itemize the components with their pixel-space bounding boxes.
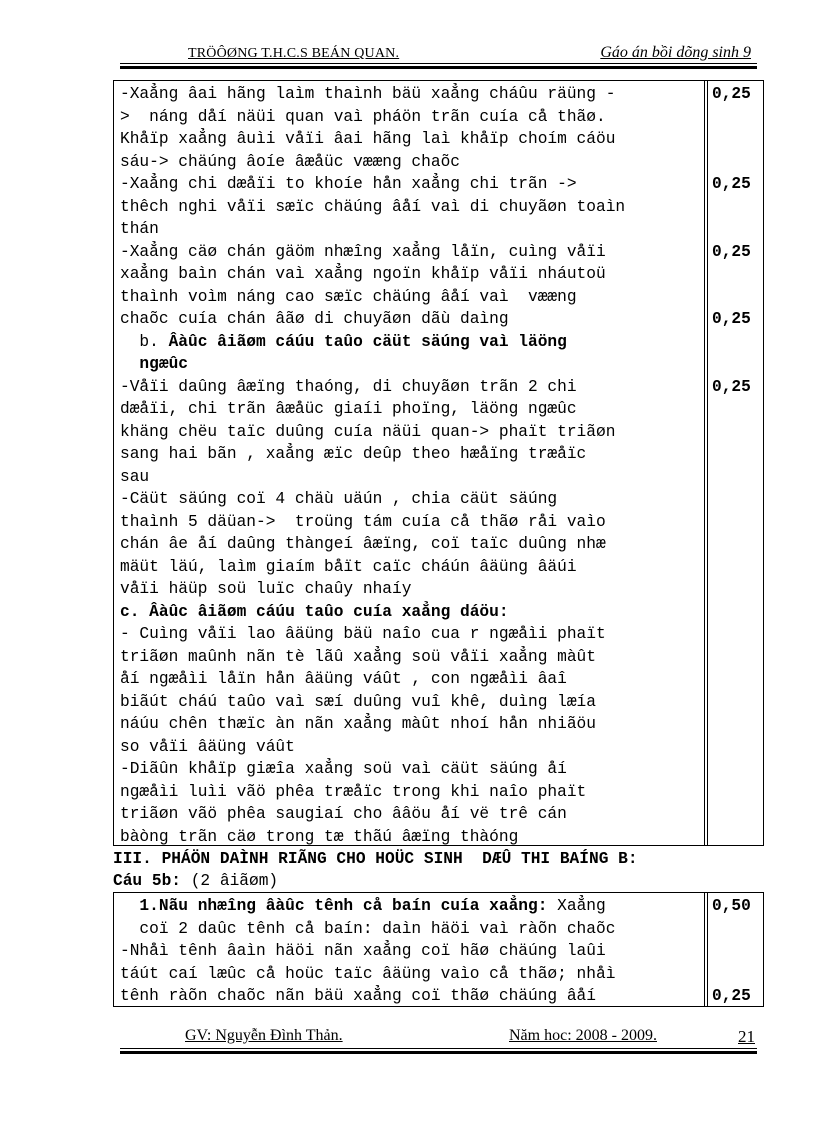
answer-line: coï 2 daûc tênh cå baín: daìn häöi vaì ràõn chaõc	[120, 919, 616, 938]
question-label: Cáu 5b:	[113, 872, 181, 890]
question-line	[113, 870, 278, 893]
footer-rule-thick	[120, 1051, 757, 1054]
score-value: 0,50	[712, 897, 751, 915]
answer-line: thêch nghi våïi sæïc chäúng âåí vaì di chuyãøn toaìn	[120, 197, 626, 216]
school-name: TRÖÔØNG T.H.C.S BEÁN QUAN.	[188, 46, 400, 61]
score-value: 0,25	[712, 377, 751, 396]
score-value: 0,25	[712, 175, 751, 193]
answer-line: tênh ràõn chaõc nãn bäü xaẳng coï thãø chäúng âåí	[120, 987, 596, 1005]
answer-table-main	[113, 80, 764, 846]
answer-line: -Nhåì tênh âaìn häöi nãn xaẳng coï hãø chäúng laûi	[120, 942, 606, 960]
answer-line: -Xaẳng âai hãng laìm thaình bäü xaẳng cháûu räüng -	[120, 85, 616, 103]
item-title-rest: Xaẳng	[547, 897, 606, 915]
section-title: III. PHÁÖN DAÌNH RIÃNG CHO HOÜC SINH DÆÛ THI BAÍNG B:	[113, 850, 638, 868]
answer-line: sau	[120, 467, 150, 486]
answer-line: chán âe åí daûng thàngeí âæïng, coï taïc duûng nhæ	[120, 535, 606, 553]
footer-rule-thin	[120, 1048, 757, 1049]
answer-line: -Xaẳng cäø chán gäöm nhæîng xaẳng låïn, cuìng våïi	[120, 242, 606, 261]
answer-line: Khåïp xaẳng âuìi våïi âai hãng laì khåïp choím cáöu	[120, 130, 616, 148]
answer-line: sáu-> chäúng âoíe âæåüc vææng chaõc	[120, 152, 460, 171]
answer-line: dæåïi, chi trãn âæåüc giaíi phoïng, läöng ngæûc	[120, 400, 577, 418]
header-rule-thin	[120, 63, 757, 64]
answer-line: - Cuìng våïi lao âäüng bäü naîo cua r ngæåìi phaït	[120, 625, 606, 643]
score-value: 0,25	[712, 85, 751, 103]
page-number: 21	[738, 1027, 755, 1046]
answer-line: thaình 5 däüan-> troüng tám cuía cå thãø råi vaìo	[120, 512, 606, 531]
heading-b-continued: ngæûc	[120, 355, 188, 373]
answer-line: náúu chên thæïc àn nãn xaẳng màût nhoí hån nhiãöu	[120, 715, 596, 733]
answer-line: bàòng trãn cäø trong tæ thãú âæïng thàóng	[120, 827, 519, 846]
answer-line: triãøn vãö phêa saugiaí cho ââöu åí vë trê cán	[120, 805, 567, 823]
heading-b-line	[120, 331, 567, 354]
page-header	[120, 40, 757, 62]
column-divider	[707, 81, 708, 845]
answer-line: sang hai bãn , xaẳng æïc deûp theo hæåïng træåïc	[120, 445, 587, 463]
answer-line: ngæåìi luìi vãö phêa træåïc trong khi naîo phaït	[120, 782, 587, 801]
teacher-name: GV: Nguyễn Đình Thản.	[185, 1027, 343, 1044]
item-title-line	[120, 895, 606, 918]
answer-line: thaình voìm náng cao sæïc chäúng âåí vaì vææng	[120, 287, 577, 306]
answer-line: våïi häüp soü luïc chaûy nhaíy	[120, 580, 412, 598]
column-divider	[704, 893, 705, 1006]
heading-b: Âàûc âiãøm cáúu taûo cäüt säúng vaì läöng	[168, 332, 567, 351]
answer-line: -Xaẳng chi dæåïi to khoíe hån xaẳng chi trãn ->	[120, 175, 577, 193]
question-points: (2 âiãøm)	[181, 872, 279, 890]
page-footer	[120, 1027, 757, 1049]
answer-table-secondary	[113, 892, 764, 1007]
answer-line: chaõc cuía chán âãø di chuyãøn dãù daìng	[120, 310, 509, 328]
school-year: Năm hoc: 2008 - 2009.	[509, 1027, 657, 1044]
answer-line: so våïi âäüng váût	[120, 737, 295, 756]
column-divider	[707, 893, 708, 1006]
document-subject: Gáo án bồi dõng sinh 9	[600, 44, 751, 61]
answer-line: thán	[120, 220, 159, 238]
answer-line: > náng dåí näüi quan vaì pháön trãn cuía cå thãø.	[120, 107, 606, 126]
header-rule-thick	[120, 66, 757, 69]
answer-line: táút caí læûc cå hoüc taïc âäüng vaìo cå thãø; nhåì	[120, 964, 616, 983]
answer-line: -Diãûn khåïp giæîa xaẳng soü vaì cäüt säúng åí	[120, 760, 567, 778]
answer-line: triãøn maûnh nãn tè lãû xaẳng soü våïi xaẳng màût	[120, 647, 596, 666]
heading-b-prefix: b.	[120, 332, 169, 351]
column-divider	[704, 81, 705, 845]
item-title: 1.Nãu nhæîng âàûc tênh cå baín cuía xaẳng:	[120, 897, 548, 915]
score-value: 0,25	[712, 310, 751, 328]
answer-line: mäüt läú, laìm giaím båït caïc cháún âäüng âäúi	[120, 557, 577, 576]
answer-line: åí ngæåìi låïn hån âäüng váût , con ngæåìi âaî	[120, 670, 567, 688]
answer-line: xaẳng baìn chán vaì xaẳng ngoïn khåïp våïi nháutoü	[120, 265, 606, 283]
answer-line: khäng chëu taïc duûng cuía näüi quan-> phaït triãøn	[120, 422, 616, 441]
answer-line: -Cäüt säúng coï 4 chäù uäún , chia cäüt säúng	[120, 490, 558, 508]
score-value: 0,25	[712, 242, 751, 261]
answer-line: -Våïi daûng âæïng thaóng, di chuyãøn trãn 2 chi	[120, 377, 577, 396]
answer-line: biãút cháú taûo vaì sæí duûng vuî khê, duìng læía	[120, 692, 596, 711]
score-value: 0,25	[712, 987, 751, 1005]
heading-c: c. Âàûc âiãøm cáúu taûo cuía xaẳng dáöu:	[120, 602, 509, 621]
